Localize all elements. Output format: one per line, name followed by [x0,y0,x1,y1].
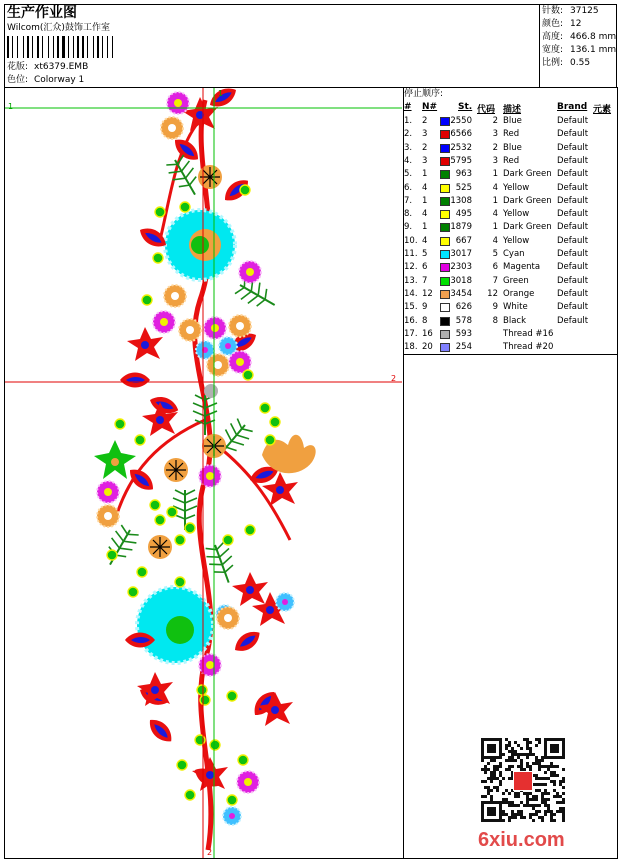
color-swatch [440,277,450,286]
row-code: 12 [487,288,498,299]
stat-height-value: 466.8 mm [570,32,617,42]
row-index: 7. [404,195,413,206]
row-stitches: 1879 [450,222,472,233]
col-code-header: 代码 [477,105,496,115]
row-stitches: 1308 [450,195,472,206]
row-brand: Default [557,222,589,233]
guide-mark-top: 1 [218,89,224,98]
row-desc: Blue [503,116,522,126]
row-index: 4. [404,155,413,166]
page-title: 生产作业图 [7,5,77,21]
watermark-text: 6xiu.com [478,829,565,851]
row-needle: 2 [422,116,428,126]
row-desc: Dark Green [503,222,552,233]
row-brand: Default [557,262,589,273]
stat-stitches-label: 针数: [542,6,564,16]
row-brand: Default [557,195,589,206]
color-swatch [440,130,450,139]
row-code: 4 [492,209,498,220]
row-index: 13. [404,275,418,286]
row-stitches: 254 [455,342,472,353]
color-swatch [440,197,450,206]
row-index: 18. [404,342,418,353]
row-stitches: 2303 [450,262,472,273]
table-row [404,341,618,354]
row-needle: 5 [422,249,428,259]
row-code: 1 [492,195,498,206]
row-code: 2 [492,142,498,153]
color-swatch [440,290,450,299]
pattern-value: xt6379.EMB [34,62,89,72]
col-stitches-header: St. [458,102,473,112]
row-desc: Magenta [503,262,541,273]
row-index: 12. [404,262,418,273]
table-row [404,301,618,314]
row-stitches: 578 [455,315,472,326]
row-desc: Orange [503,288,535,299]
row-stitches: 3017 [450,249,472,259]
row-needle: 1 [422,169,428,180]
col-index-header: # [404,102,412,112]
row-index: 11. [404,249,418,259]
row-brand: Default [557,288,589,299]
row-desc: Thread #16 [503,328,554,339]
row-index: 15. [404,302,418,313]
row-desc: Blue [503,142,522,153]
row-brand: Default [557,169,589,180]
row-index: 3. [404,142,413,153]
row-index: 8. [404,209,413,220]
row-needle: 9 [422,302,428,313]
row-stitches: 667 [455,235,472,246]
col-element-header: 元素 [593,105,612,115]
row-needle: 2 [422,142,428,153]
table-row [404,315,618,328]
row-index: 5. [404,169,413,180]
stop-sequence-title: 停止顺序: [404,89,444,99]
row-stitches: 2550 [450,116,472,126]
color-swatch [440,170,450,179]
stat-colors-label: 颜色: [542,19,564,29]
row-code: 1 [492,169,498,180]
color-swatch [440,223,450,232]
stat-scale-value: 0.55 [570,58,591,68]
row-code: 4 [492,182,498,193]
color-swatch [440,263,450,272]
row-needle: 4 [422,182,428,193]
table-row [404,208,618,221]
cyan-flower-bottom [137,587,213,663]
guide-mark-bottom: 2 [207,848,213,857]
row-brand: Default [557,116,589,126]
row-brand: Default [557,235,589,246]
row-index: 14. [404,288,418,299]
row-index: 10. [404,235,418,246]
row-stitches: 3454 [450,288,472,299]
stat-colors-value: 12 [570,19,582,29]
row-needle: 1 [422,195,428,206]
row-index: 1. [404,116,413,126]
row-needle: 12 [422,288,433,299]
row-brand: Default [557,209,589,220]
row-code: 7 [492,275,498,286]
col-brand-header: Brand [557,102,588,112]
stat-width-value: 136.1 mm [570,45,617,55]
row-stitches: 495 [455,209,472,220]
row-stitches: 2532 [450,142,472,153]
row-brand: Default [557,182,589,193]
row-code: 1 [492,222,498,233]
row-code: 3 [492,129,498,140]
row-needle: 6 [422,262,428,273]
table-row [404,115,618,128]
row-desc: Black [503,315,526,326]
row-desc: Green [503,275,529,286]
color-swatch [440,144,450,153]
row-needle: 4 [422,209,428,220]
row-brand: Default [557,302,589,313]
row-brand: Default [557,142,589,153]
table-row [404,142,618,155]
row-stitches: 3018 [450,275,472,286]
table-row [404,248,618,261]
row-needle: 20 [422,342,433,353]
col-needle-header: N# [422,102,438,112]
row-code: 8 [492,315,498,326]
col-desc-header: 描述 [503,105,522,115]
color-swatch [440,303,450,312]
table-row [404,288,618,301]
cyan-flower-top [165,210,235,280]
row-brand: Default [557,315,589,326]
guide-mark-top-left: 1 [8,102,14,111]
stat-scale-label: 比例: [542,58,564,68]
row-index: 17. [404,328,418,339]
row-desc: Thread #20 [503,342,554,353]
row-code: 4 [492,235,498,246]
row-desc: Cyan [503,249,525,259]
row-code: 3 [492,155,498,166]
table-row [404,235,618,248]
color-swatch [440,343,450,352]
table-row [404,168,618,181]
color-swatch [440,157,450,166]
row-stitches: 525 [455,182,472,193]
table-row [404,328,618,341]
colorway-value: Colorway 1 [34,75,85,85]
table-row [404,128,618,141]
row-needle: 4 [422,235,428,246]
row-code: 5 [492,249,498,259]
stat-height-label: 高度: [542,32,564,42]
row-stitches: 626 [455,302,472,313]
row-desc: Yellow [503,182,530,193]
row-index: 6. [404,182,413,193]
row-needle: 1 [422,222,428,233]
row-desc: Red [503,155,520,166]
row-desc: Dark Green [503,169,552,180]
row-stitches: 6566 [450,129,472,140]
stat-width-label: 宽度: [542,45,564,55]
row-desc: Yellow [503,209,530,220]
guide-mark-right: 2 [391,374,397,383]
row-brand: Default [557,275,589,286]
company-name: Wilcom(汇众)鼓饰工作室 [7,23,110,33]
row-brand: Default [557,249,589,259]
row-desc: White [503,302,528,313]
color-swatch [440,184,450,193]
row-code: 6 [492,262,498,273]
row-index: 2. [404,129,413,140]
row-desc: Yellow [503,235,530,246]
stat-stitches-value: 37125 [570,6,599,16]
color-swatch [440,317,450,326]
table-row [404,155,618,168]
row-stitches: 963 [455,169,472,180]
table-row [404,261,618,274]
color-swatch [440,237,450,246]
row-code: 2 [492,116,498,126]
seal-stamp [513,771,533,791]
table-row [404,195,618,208]
color-swatch [440,330,450,339]
row-needle: 3 [422,129,428,140]
row-code: 9 [492,302,498,313]
color-swatch [440,250,450,259]
row-stitches: 5795 [450,155,472,166]
row-index: 16. [404,315,418,326]
row-desc: Dark Green [503,195,552,206]
row-desc: Red [503,129,520,140]
row-brand: Default [557,155,589,166]
table-row [404,275,618,288]
pattern-label: 花版: [7,62,29,72]
row-needle: 8 [422,315,428,326]
row-needle: 16 [422,328,433,339]
table-row [404,221,618,234]
row-stitches: 593 [455,328,472,339]
row-needle: 3 [422,155,428,166]
color-swatch [440,210,450,219]
colorway-label: 色位: [7,75,29,85]
row-needle: 7 [422,275,428,286]
row-index: 9. [404,222,413,233]
row-brand: Default [557,129,589,140]
table-row [404,182,618,195]
color-swatch [440,117,450,126]
